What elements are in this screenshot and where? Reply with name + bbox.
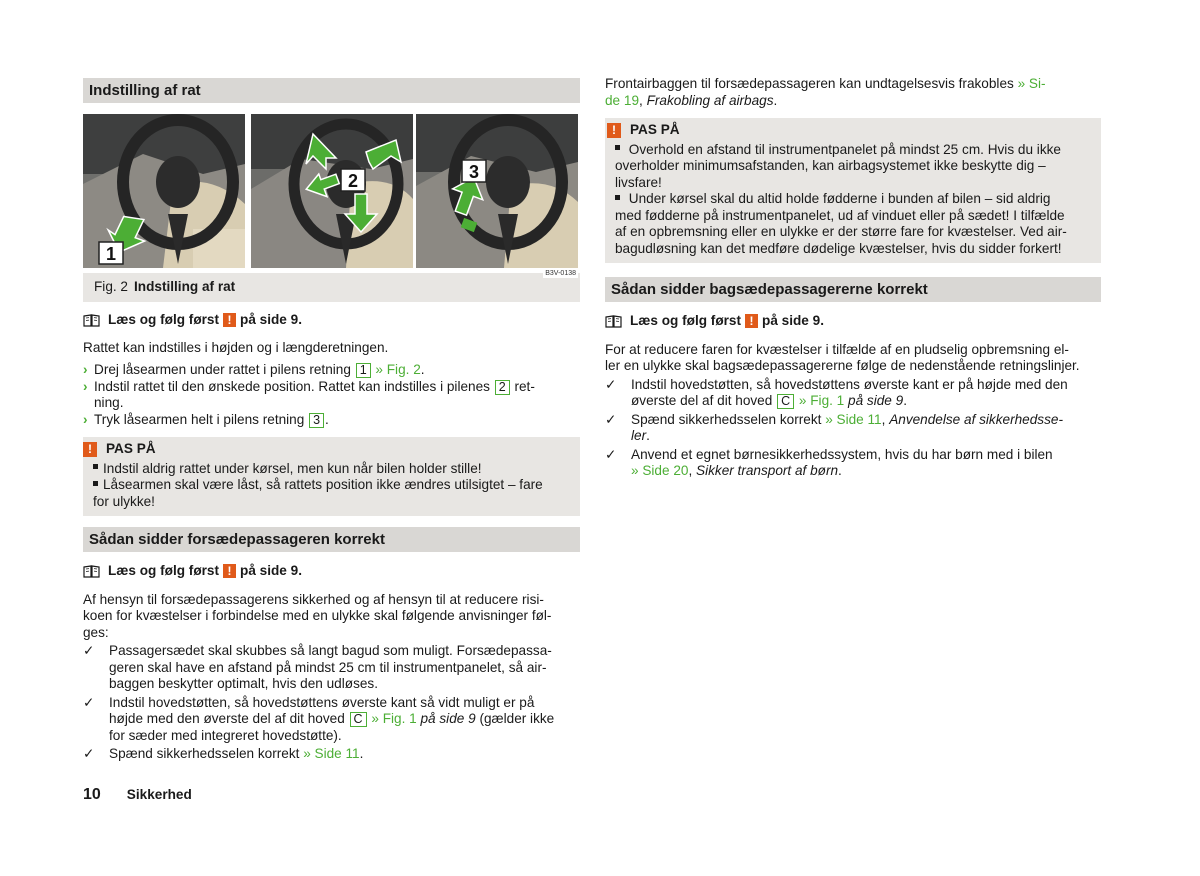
warning-icon: ! bbox=[83, 442, 97, 457]
warning-icon: ! bbox=[745, 314, 758, 328]
caption-text: Indstilling af rat bbox=[134, 279, 236, 294]
steps-list bbox=[83, 362, 580, 428]
section-heading-steering: Indstilling af rat bbox=[83, 78, 580, 103]
footer-section: Sikkerhed bbox=[126, 787, 192, 802]
callout-box: C bbox=[777, 394, 794, 409]
check-item: ✓ Anvend et egnet børnesikkerhedssystem, hvis du har børn med i bilen » Side 20, Sikker transport af børn. bbox=[605, 446, 1053, 478]
panel-number-1: 1 bbox=[105, 244, 117, 264]
warning-icon: ! bbox=[607, 123, 621, 138]
callout-box: 1 bbox=[356, 363, 371, 378]
figure-link[interactable]: » Fig. 1 bbox=[798, 393, 845, 408]
warning-item: Indstil aldrig rattet under kørsel, men kun når bilen holder stille! bbox=[83, 461, 570, 478]
figure-panel-2 bbox=[251, 114, 413, 268]
page-link[interactable]: » Side 11 bbox=[303, 746, 360, 761]
check-icon: ✓ bbox=[605, 411, 617, 427]
section-heading-front-passenger: Sådan sidder forsædepassageren korrekt bbox=[83, 527, 580, 552]
page-link[interactable]: » Side 11 bbox=[825, 411, 882, 427]
panel-number-3: 3 bbox=[468, 162, 480, 182]
check-icon: ✓ bbox=[83, 643, 95, 658]
check-icon: ✓ bbox=[83, 746, 95, 761]
read-first-note: Læs og følg først ! på side 9. bbox=[83, 563, 580, 580]
figure-panel-3 bbox=[416, 114, 578, 268]
check-item: ✓ Spænd sikkerhedsselen korrekt » Side 11, Anvendelse af sikkerhedsse- ler. bbox=[605, 411, 1063, 443]
section-heading-rear-passengers: Sådan sidder bagsædepassagererne korrekt bbox=[605, 277, 1101, 302]
check-item: ✓ Indstil hovedstøtten, så hovedstøttens øverste kant så vidt muligt er på højde med den øverste del af dit hoved C » Fig. 1 på side 9 (gælder ikke for sæder med integreret hovedstøtte). bbox=[83, 694, 555, 743]
step-arrow-icon: › bbox=[83, 411, 88, 427]
callout-box: 2 bbox=[495, 380, 510, 395]
step-item: › Indstil rattet til den ønskede position. Rattet kan indstilles i pilenes 2 ret- ning. bbox=[83, 378, 535, 410]
panel-number-2: 2 bbox=[347, 171, 359, 191]
page-link-cont[interactable]: de 19 bbox=[605, 92, 640, 108]
warning-item: Under kørsel skal du altid holde fødderne i bunden af bilen – sid aldrig med fødderne på instrumentpanelet, ud af vinduet eller på sædet! I tilfælde af en opbremsning eller en ulykke er der større fare for kvæstelser. Ved air- bagudløsning kan det medføre dødelige kvæstelser, hvis du sidder forkert! bbox=[605, 191, 1091, 257]
step-item: › Tryk låsearmen helt i pilens retning 3 . bbox=[83, 411, 329, 427]
warning-item: Låsearmen skal være låst, så rattets position ikke ændres utilsigtet – fare bbox=[83, 477, 570, 494]
step-arrow-icon: › bbox=[83, 378, 88, 394]
figure-link[interactable]: » Fig. 1 bbox=[371, 711, 417, 726]
caption-label: Fig. 2 bbox=[94, 279, 128, 294]
warning-box bbox=[83, 437, 580, 516]
check-item: ✓ Indstil hovedstøtten, så hovedstøttens øverste kant er på højde med den øverste del af dit hoved C » Fig. 1 på side 9. bbox=[605, 376, 1068, 408]
warning-box bbox=[605, 118, 1101, 263]
book-icon bbox=[83, 314, 100, 327]
figure-caption bbox=[83, 273, 580, 302]
callout-box: C bbox=[350, 712, 367, 727]
book-icon bbox=[83, 565, 100, 578]
figure-panel-1 bbox=[83, 114, 245, 268]
left-column bbox=[83, 78, 580, 763]
check-item: ✓ Spænd sikkerhedsselen korrekt » Side 11. bbox=[83, 746, 364, 761]
check-item: ✓ Passagersædet skal skubbes så langt bagud som muligt. Forsædepassa- geren skal have en afstand på mindst 25 cm til instrumentpanelet, så air- baggen beskytter optimalt, hvis den udløses. bbox=[83, 643, 552, 691]
check-icon: ✓ bbox=[605, 376, 617, 392]
read-first-note: Læs og følg først ! på side 9. bbox=[83, 312, 580, 329]
figure-code: B3V-0138 bbox=[545, 270, 576, 277]
page-footer bbox=[83, 787, 192, 804]
read-first-note: Læs og følg først ! på side 9. bbox=[605, 313, 1101, 330]
page-link[interactable]: » Side 20 bbox=[631, 463, 689, 478]
warning-title: PAS PÅ bbox=[630, 122, 680, 137]
check-icon: ✓ bbox=[83, 694, 95, 710]
intro-text: Rattet kan indstilles i højden og i længderetningen. bbox=[83, 339, 389, 355]
callout-box: 3 bbox=[309, 413, 324, 428]
figure-link[interactable]: » Fig. 2 bbox=[375, 362, 421, 377]
intro-text: Af hensyn til forsædepassagerens sikkerhed og af hensyn til at reducere risi- koen for kvæstelser i forbindelse med en ulykke skal følgende anvisninger føl- ges: bbox=[83, 591, 552, 640]
warning-icon: ! bbox=[223, 564, 236, 578]
warning-title: PAS PÅ bbox=[106, 441, 156, 456]
page-number: 10 bbox=[83, 786, 101, 803]
step-item: › Drej låsearmen under rattet i pilens retning 1 » Fig. 2. bbox=[83, 362, 425, 377]
intro-text: For at reducere faren for kvæstelser i tilfælde af en pludselig opbremsning el- ler en ulykke skal bagsædepassagererne følge de nedenstående retningslinjer. bbox=[605, 341, 1080, 373]
step-arrow-icon: › bbox=[83, 362, 88, 377]
airbag-intro: Frontairbaggen til forsædepassageren kan undtagelsesvis frakobles » Si- de 19, Frakobling af airbags. bbox=[605, 76, 1046, 108]
warning-icon: ! bbox=[223, 313, 236, 327]
warning-item: Overhold en afstand til instrumentpanelet på mindst 25 cm. Hvis du ikke overholder minimumsafstanden, kan airbagsystemet ikke beskytte dig – livsfare! bbox=[605, 142, 1091, 192]
book-icon bbox=[605, 315, 622, 328]
right-column bbox=[605, 76, 1101, 480]
warning-item-cont: for ulykke! bbox=[93, 493, 155, 509]
figure-steering-adjust bbox=[83, 112, 580, 277]
page-link[interactable]: » Si- bbox=[1017, 76, 1046, 91]
check-icon: ✓ bbox=[605, 446, 617, 462]
